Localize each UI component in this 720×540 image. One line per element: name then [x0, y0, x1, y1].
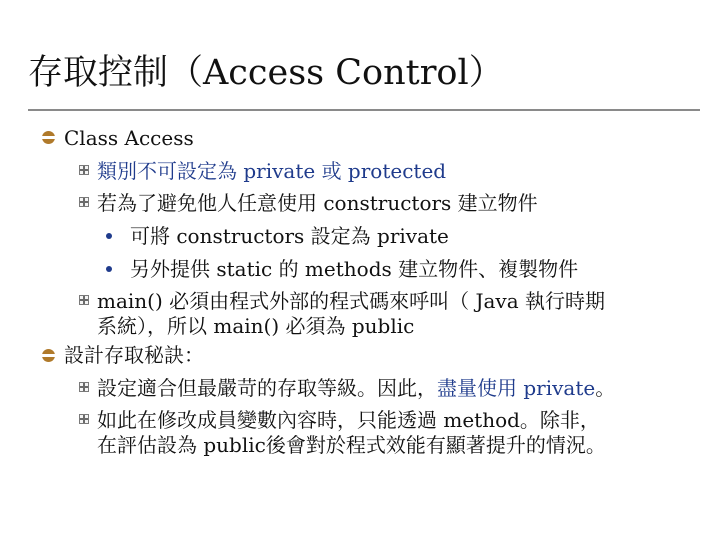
strictest-access-end: 。 [595, 376, 616, 400]
bullet-main-called: main() 必須由程式外部的程式碼來呼叫（ Java 執行時期 [97, 289, 606, 313]
boxed-cross-bullet-icon [79, 382, 89, 392]
boxed-cross-bullet-icon [79, 197, 89, 207]
dot-bullet-icon [106, 266, 112, 272]
boxed-cross-bullet-icon [79, 414, 89, 424]
slide-title: 存取控制（Access Control） [28, 53, 504, 93]
bullet-class-modifier-rule: 類別不可設定為 private 或 protected [97, 159, 447, 183]
dot-bullet-icon [106, 233, 112, 239]
sub-bullet-static-methods: 另外提供 static 的 methods 建立物件、複製物件 [130, 257, 579, 281]
bullet-main-called-continued: 系統），所以 main() 必須為 public [97, 314, 415, 338]
circle-bar-bullet-icon [42, 349, 55, 362]
bullet-modify-via-method: 如此在修改成員變數內容時，只能透過 method。除非， [97, 408, 600, 432]
bullet-modify-via-method-continued: 在評估設為 public後會對於程式效能有顯著提升的情況。 [97, 433, 606, 457]
bullet-design-tips: 設計存取秘訣： [64, 343, 204, 367]
bullet-strictest-access [97, 375, 615, 401]
bullet-class-access: Class Access [64, 126, 194, 150]
sub-bullet-private-constructors: 可將 constructors 設定為 private [130, 224, 449, 248]
strictest-access-text: 設定適合但最嚴苛的存取等級。因此， [97, 376, 437, 400]
boxed-cross-bullet-icon [79, 165, 89, 175]
use-private-highlight: 盡量使用 private [437, 376, 596, 400]
circle-bar-bullet-icon [42, 131, 55, 144]
title-divider [28, 109, 700, 111]
bullet-constructors-note: 若為了避免他人任意使用 constructors 建立物件 [97, 191, 538, 215]
boxed-cross-bullet-icon [79, 295, 89, 305]
